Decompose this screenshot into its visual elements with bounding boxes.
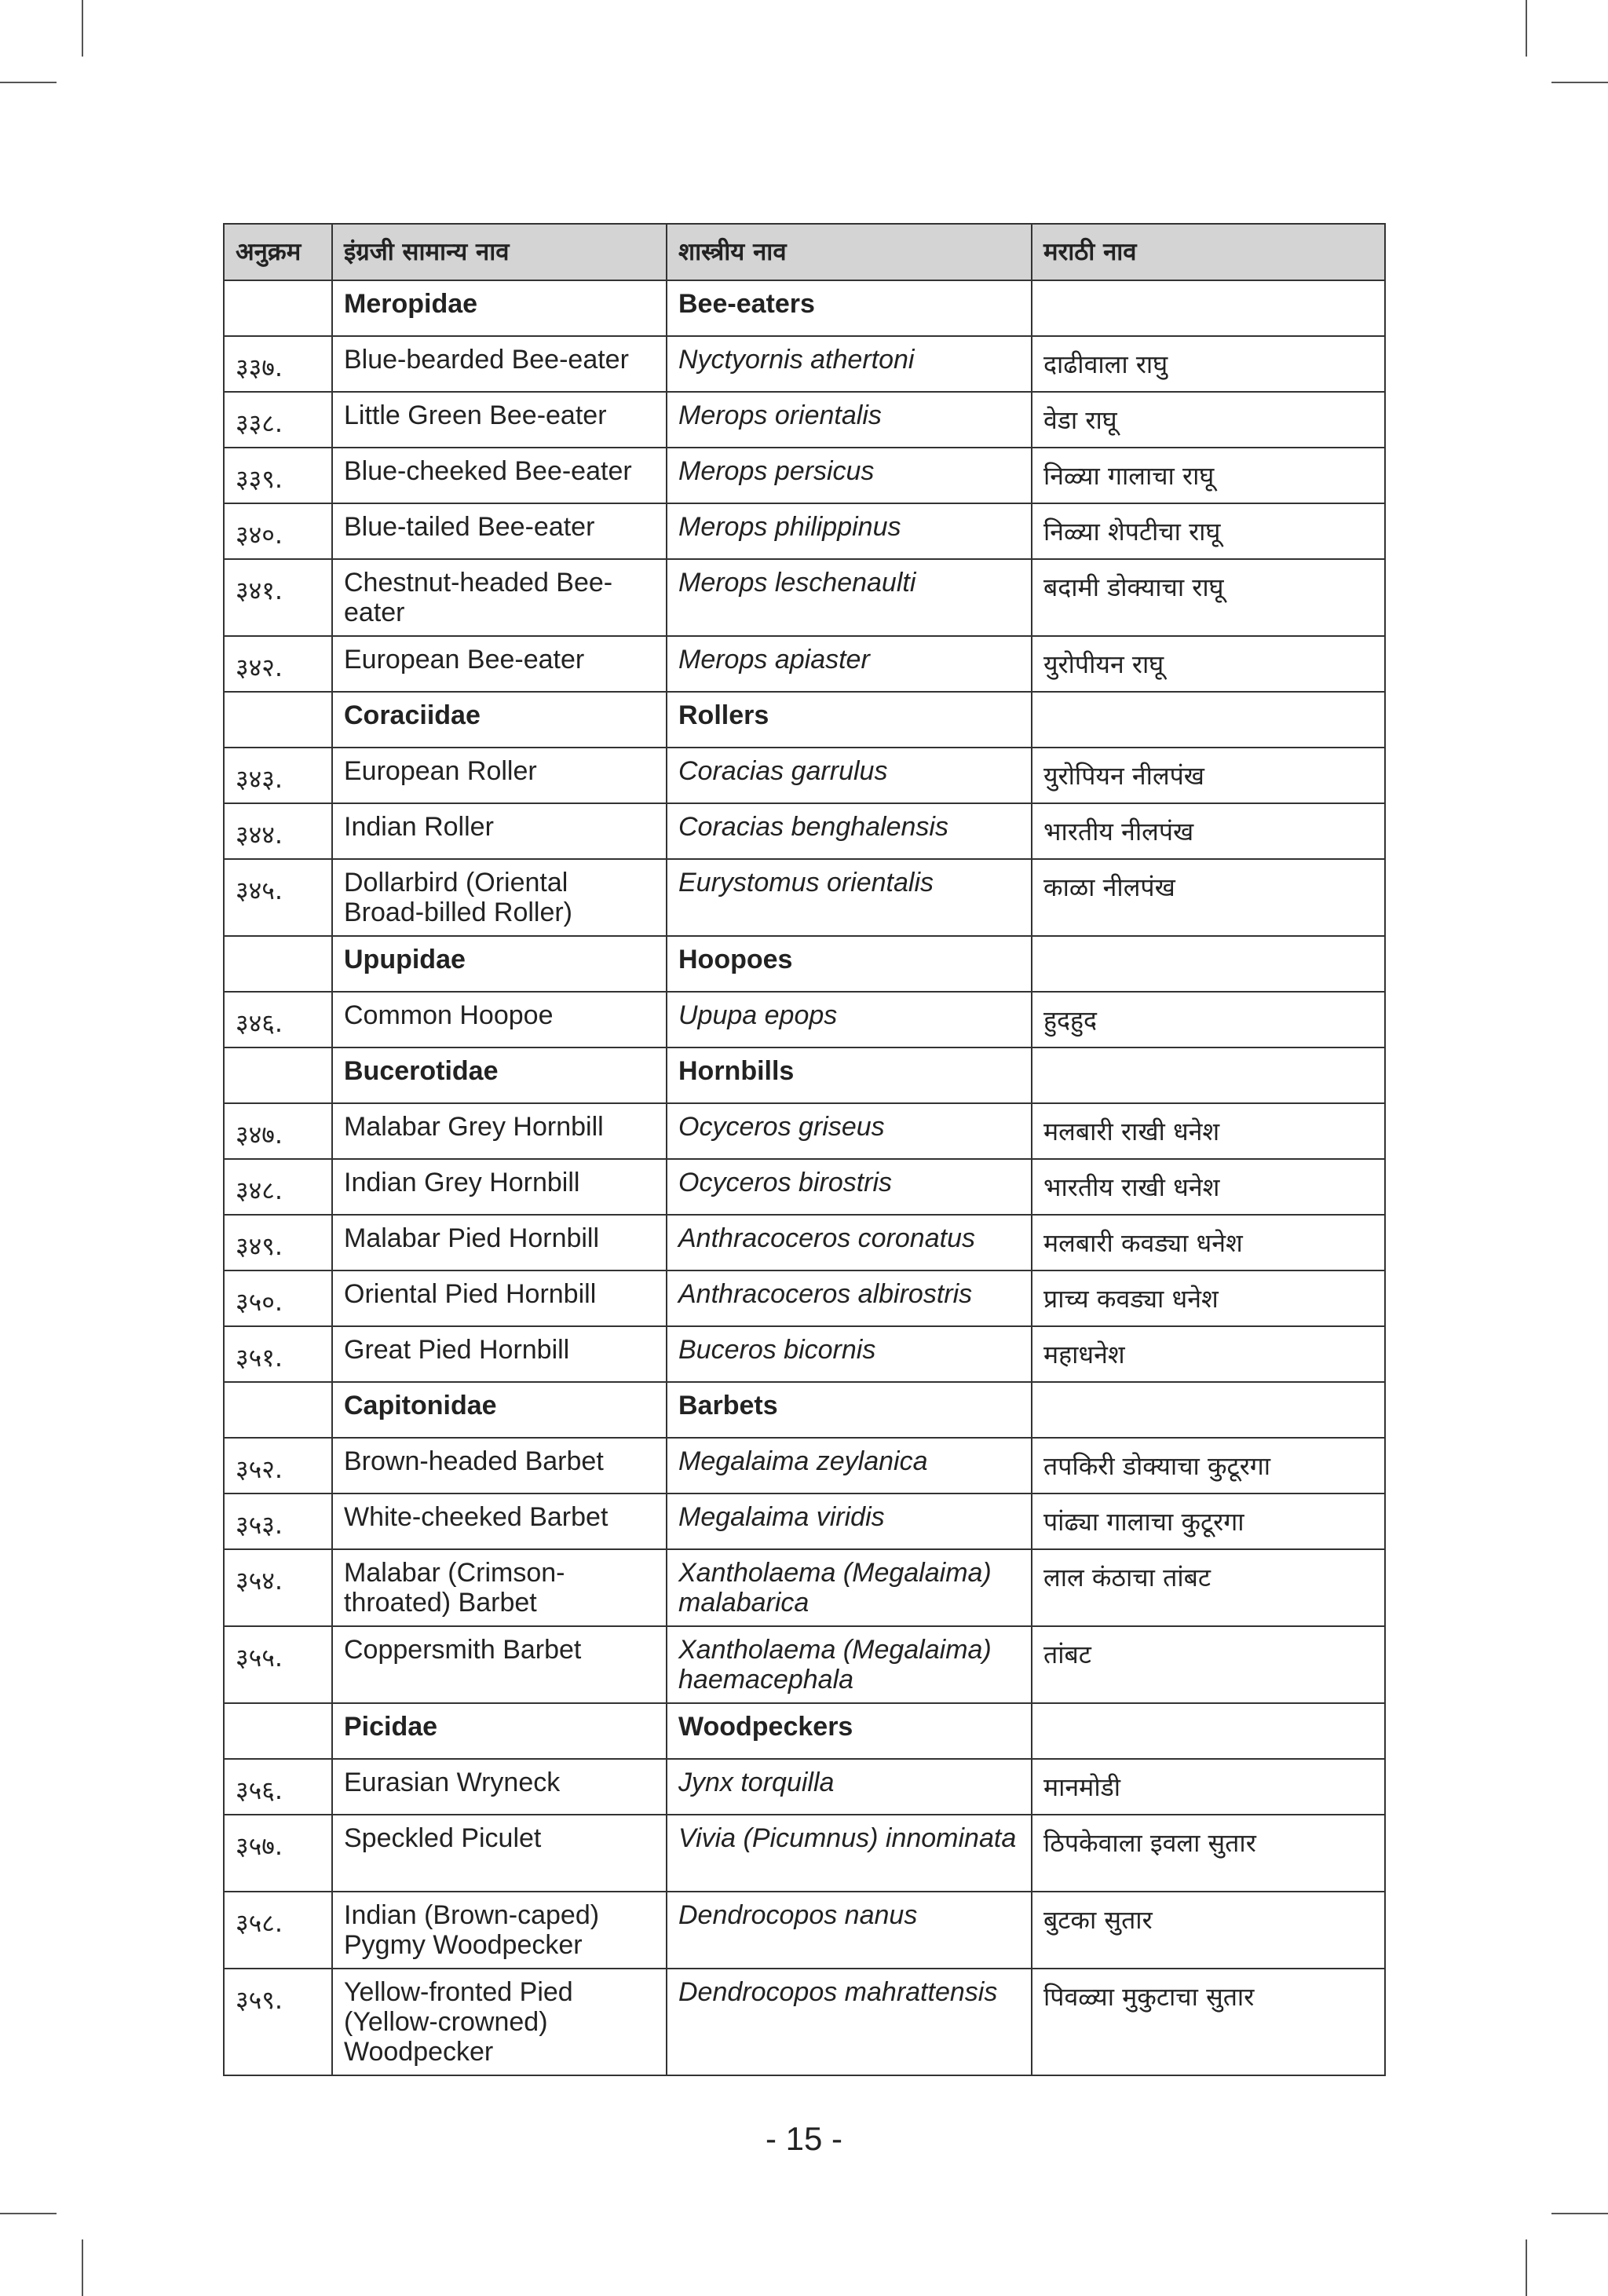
marathi-name-cell: लाल कंठाचा तांबट	[1032, 1549, 1385, 1626]
english-name-cell: Yellow-fronted Pied (Yellow-crowned) Woodpecker	[332, 1969, 667, 2075]
scientific-name-cell: Merops orientalis	[667, 392, 1032, 448]
serial-cell	[224, 936, 332, 992]
english-name-cell: Blue-cheeked Bee-eater	[332, 448, 667, 503]
header-serial: अनुक्रम	[224, 224, 332, 280]
table-row	[224, 1215, 1385, 1270]
english-name-cell: White-cheeked Barbet	[332, 1493, 667, 1549]
marathi-name-cell	[1032, 280, 1385, 336]
serial-cell: ३५६.	[224, 1759, 332, 1815]
table-row	[224, 448, 1385, 503]
scientific-name-cell: Buceros bicornis	[667, 1326, 1032, 1382]
crop-mark	[1526, 2239, 1527, 2296]
page-number: - 15 -	[765, 2120, 843, 2157]
header-marathi-name: मराठी नाव	[1032, 224, 1385, 280]
table-row	[224, 1159, 1385, 1215]
serial-cell: ३५०.	[224, 1270, 332, 1326]
marathi-name-cell: मानमोडी	[1032, 1759, 1385, 1815]
scientific-name-cell: Xantholaema (Megalaima) malabarica	[667, 1549, 1032, 1626]
marathi-name-cell: बुटका सुतार	[1032, 1892, 1385, 1969]
english-name-cell: European Bee-eater	[332, 636, 667, 692]
english-name-cell: Brown-headed Barbet	[332, 1438, 667, 1493]
crop-mark	[82, 0, 83, 57]
family-row	[224, 280, 1385, 336]
crop-mark	[82, 2239, 83, 2296]
serial-cell: ३५४.	[224, 1549, 332, 1626]
serial-cell: ३५१.	[224, 1326, 332, 1382]
serial-cell: ३४२.	[224, 636, 332, 692]
table-row	[224, 1969, 1385, 2075]
marathi-name-cell: हुदहुद	[1032, 992, 1385, 1047]
scientific-name-cell: Anthracoceros coronatus	[667, 1215, 1032, 1270]
scientific-name-cell: Megalaima zeylanica	[667, 1438, 1032, 1493]
table-row	[224, 1759, 1385, 1815]
english-name-cell: European Roller	[332, 748, 667, 803]
marathi-name-cell: मलबारी राखी धनेश	[1032, 1103, 1385, 1159]
crop-mark	[1551, 2213, 1608, 2214]
serial-cell: ३४१.	[224, 559, 332, 636]
serial-cell: ३५८.	[224, 1892, 332, 1969]
english-name-cell: Malabar (Crimson-throated) Barbet	[332, 1549, 667, 1626]
english-name-cell: Eurasian Wryneck	[332, 1759, 667, 1815]
marathi-name-cell: भारतीय नीलपंख	[1032, 803, 1385, 859]
serial-cell: ३५३.	[224, 1493, 332, 1549]
english-name-cell: Dollarbird (Oriental Broad-billed Roller)	[332, 859, 667, 936]
scientific-name-cell: Upupa epops	[667, 992, 1032, 1047]
table-row	[224, 392, 1385, 448]
english-name-cell: Malabar Grey Hornbill	[332, 1103, 667, 1159]
scientific-name-cell: Merops philippinus	[667, 503, 1032, 559]
english-name-cell: Blue-bearded Bee-eater	[332, 336, 667, 392]
scientific-name-cell: Dendrocopos mahrattensis	[667, 1969, 1032, 2075]
table-row	[224, 336, 1385, 392]
table-header-row	[224, 224, 1385, 280]
family-row	[224, 1703, 1385, 1759]
crop-mark	[0, 2213, 57, 2214]
serial-cell: ३५९.	[224, 1969, 332, 2075]
marathi-name-cell: मलबारी कवड्या धनेश	[1032, 1215, 1385, 1270]
marathi-name-cell: भारतीय राखी धनेश	[1032, 1159, 1385, 1215]
marathi-name-cell: युरोपियन नीलपंख	[1032, 748, 1385, 803]
marathi-name-cell: तांबट	[1032, 1626, 1385, 1703]
scientific-name-cell: Merops leschenaulti	[667, 559, 1032, 636]
serial-cell: ३३८.	[224, 392, 332, 448]
english-name-cell: Bucerotidae	[332, 1047, 667, 1103]
table-row	[224, 1493, 1385, 1549]
serial-cell: ३४०.	[224, 503, 332, 559]
marathi-name-cell	[1032, 692, 1385, 748]
marathi-name-cell	[1032, 936, 1385, 992]
english-name-cell: Chestnut-headed Bee-eater	[332, 559, 667, 636]
serial-cell: ३४९.	[224, 1215, 332, 1270]
marathi-name-cell: तपकिरी डोक्याचा कुटूरगा	[1032, 1438, 1385, 1493]
table-row	[224, 503, 1385, 559]
crop-mark	[0, 82, 57, 83]
table-row	[224, 1103, 1385, 1159]
table-row	[224, 748, 1385, 803]
english-name-cell: Little Green Bee-eater	[332, 392, 667, 448]
marathi-name-cell: निळ्या गालाचा राघू	[1032, 448, 1385, 503]
english-name-cell: Speckled Piculet	[332, 1815, 667, 1892]
scientific-name-cell: Barbets	[667, 1382, 1032, 1438]
family-row	[224, 936, 1385, 992]
serial-cell: ३४६.	[224, 992, 332, 1047]
english-name-cell: Upupidae	[332, 936, 667, 992]
scientific-name-cell: Ocyceros griseus	[667, 1103, 1032, 1159]
marathi-name-cell: वेडा राघू	[1032, 392, 1385, 448]
english-name-cell: Oriental Pied Hornbill	[332, 1270, 667, 1326]
table-row	[224, 992, 1385, 1047]
scientific-name-cell: Megalaima viridis	[667, 1493, 1032, 1549]
family-row	[224, 1047, 1385, 1103]
serial-cell	[224, 1382, 332, 1438]
serial-cell	[224, 280, 332, 336]
table-row	[224, 636, 1385, 692]
scientific-name-cell: Eurystomus orientalis	[667, 859, 1032, 936]
serial-cell: ३४७.	[224, 1103, 332, 1159]
english-name-cell: Meropidae	[332, 280, 667, 336]
serial-cell: ३४३.	[224, 748, 332, 803]
english-name-cell: Malabar Pied Hornbill	[332, 1215, 667, 1270]
marathi-name-cell: पांढ्या गालाचा कुटूरगा	[1032, 1493, 1385, 1549]
scientific-name-cell: Rollers	[667, 692, 1032, 748]
marathi-name-cell: महाधनेश	[1032, 1326, 1385, 1382]
english-name-cell: Coppersmith Barbet	[332, 1626, 667, 1703]
table-row	[224, 1270, 1385, 1326]
english-name-cell: Coraciidae	[332, 692, 667, 748]
marathi-name-cell	[1032, 1382, 1385, 1438]
serial-cell: ३५७.	[224, 1815, 332, 1892]
scientific-name-cell: Bee-eaters	[667, 280, 1032, 336]
serial-cell: ३४८.	[224, 1159, 332, 1215]
table-row	[224, 859, 1385, 936]
english-name-cell: Blue-tailed Bee-eater	[332, 503, 667, 559]
scientific-name-cell: Merops persicus	[667, 448, 1032, 503]
scientific-name-cell: Hoopoes	[667, 936, 1032, 992]
marathi-name-cell: ठिपकेवाला इवला सुतार	[1032, 1815, 1385, 1892]
table-row	[224, 1892, 1385, 1969]
marathi-name-cell: युरोपीयन राघू	[1032, 636, 1385, 692]
serial-cell	[224, 1703, 332, 1759]
marathi-name-cell: बदामी डोक्याचा राघू	[1032, 559, 1385, 636]
english-name-cell: Picidae	[332, 1703, 667, 1759]
header-scientific-name: शास्त्रीय नाव	[667, 224, 1032, 280]
english-name-cell: Capitonidae	[332, 1382, 667, 1438]
serial-cell	[224, 1047, 332, 1103]
scientific-name-cell: Anthracoceros albirostris	[667, 1270, 1032, 1326]
table-row	[224, 1626, 1385, 1703]
scientific-name-cell: Dendrocopos nanus	[667, 1892, 1032, 1969]
english-name-cell: Great Pied Hornbill	[332, 1326, 667, 1382]
marathi-name-cell	[1032, 1047, 1385, 1103]
table-row	[224, 1438, 1385, 1493]
english-name-cell: Indian Roller	[332, 803, 667, 859]
scientific-name-cell: Woodpeckers	[667, 1703, 1032, 1759]
serial-cell: ३४४.	[224, 803, 332, 859]
serial-cell: ३५५.	[224, 1626, 332, 1703]
marathi-name-cell: प्राच्य कवड्या धनेश	[1032, 1270, 1385, 1326]
english-name-cell: Indian Grey Hornbill	[332, 1159, 667, 1215]
serial-cell	[224, 692, 332, 748]
marathi-name-cell: काळा नीलपंख	[1032, 859, 1385, 936]
scientific-name-cell: Coracias benghalensis	[667, 803, 1032, 859]
marathi-name-cell: दाढीवाला राघु	[1032, 336, 1385, 392]
serial-cell: ३४५.	[224, 859, 332, 936]
scientific-name-cell: Jynx torquilla	[667, 1759, 1032, 1815]
header-english-name: इंग्रजी सामान्य नाव	[332, 224, 667, 280]
table-row	[224, 1326, 1385, 1382]
scientific-name-cell: Hornbills	[667, 1047, 1032, 1103]
marathi-name-cell: पिवळ्या मुकुटाचा सुतार	[1032, 1969, 1385, 2075]
family-row	[224, 1382, 1385, 1438]
table-row	[224, 1815, 1385, 1892]
english-name-cell: Common Hoopoe	[332, 992, 667, 1047]
serial-cell: ३५२.	[224, 1438, 332, 1493]
crop-mark	[1551, 82, 1608, 83]
marathi-name-cell: निळ्या शेपटीचा राघू	[1032, 503, 1385, 559]
bird-species-table	[223, 223, 1386, 2076]
table-row	[224, 803, 1385, 859]
scientific-name-cell: Vivia (Picumnus) innominata	[667, 1815, 1032, 1892]
scientific-name-cell: Ocyceros birostris	[667, 1159, 1032, 1215]
scientific-name-cell: Nyctyornis athertoni	[667, 336, 1032, 392]
table-row	[224, 1549, 1385, 1626]
english-name-cell: Indian (Brown-caped) Pygmy Woodpecker	[332, 1892, 667, 1969]
scientific-name-cell: Coracias garrulus	[667, 748, 1032, 803]
scientific-name-cell: Merops apiaster	[667, 636, 1032, 692]
family-row	[224, 692, 1385, 748]
scientific-name-cell: Xantholaema (Megalaima) haemacephala	[667, 1626, 1032, 1703]
crop-mark	[1526, 0, 1527, 57]
serial-cell: ३३९.	[224, 448, 332, 503]
serial-cell: ३३७.	[224, 336, 332, 392]
marathi-name-cell	[1032, 1703, 1385, 1759]
table-body	[224, 280, 1385, 2075]
table-row	[224, 559, 1385, 636]
